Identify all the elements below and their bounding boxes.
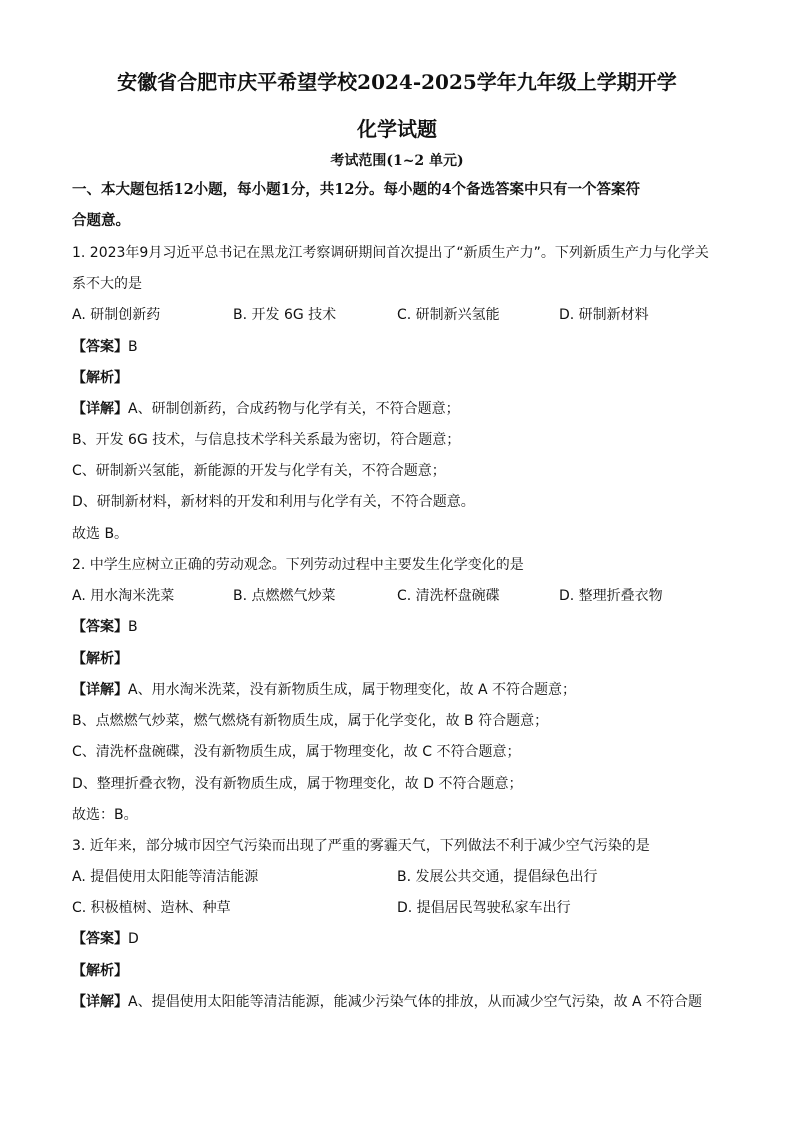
q1-detail-line4: D、研制新材料，新材料的开发和利用与化学有关，不符合题意。: [72, 494, 475, 510]
detail-tag: 【详解】: [72, 994, 128, 1010]
q1-conclusion: 故选 B。: [72, 526, 129, 542]
exam-title-line2: 化学试题: [357, 117, 437, 141]
q1-stem-line2: 系不大的是: [72, 276, 142, 292]
q3-option-d: D. 提倡居民驾驶私家车出行: [397, 900, 571, 916]
q2-detail-line4: D、整理折叠衣物，没有新物质生成，属于物理变化，故 D 不符合题意；: [72, 776, 523, 792]
q3-detail-line1: [72, 992, 702, 1012]
q3-detail-text1: A、提倡使用太阳能等清洁能源，能减少污染气体的排放，从而减少空气污染，故 A 不符合题: [128, 994, 703, 1010]
q3-answer: [72, 929, 139, 949]
q3-option-a: A. 提倡使用太阳能等清洁能源: [72, 869, 259, 885]
q3-option-b: B. 发展公共交通，提倡绿色出行: [397, 869, 598, 885]
q2-conclusion: 故选：B。: [72, 807, 138, 823]
q2-detail-text1: A、用水淘米洗菜，没有新物质生成，属于物理变化，故 A 不符合题意；: [128, 682, 577, 698]
q1-answer-value: B: [128, 339, 138, 355]
q3-answer-value: D: [128, 931, 139, 947]
q3-stem-line1: 3. 近年来，部分城市因空气污染而出现了严重的雾霾天气，下列做法不利于减少空气污染的是: [72, 838, 650, 854]
q3-analysis-tag: 【解析】: [72, 963, 128, 979]
q1-option-c: C. 研制新兴氢能: [397, 307, 500, 323]
q2-analysis-tag: 【解析】: [72, 651, 128, 667]
q2-detail-line3: C、清洗杯盘碗碟，没有新物质生成，属于物理变化，故 C 不符合题意；: [72, 744, 521, 760]
q1-answer: [72, 337, 138, 357]
section1-instruction-line1: 一、本大题包括12小题，每小题1分，共12分。每小题的4个备选答案中只有一个答案符: [72, 181, 641, 198]
section1-instruction-line2: 合题意。: [72, 212, 130, 229]
q2-option-a: A. 用水淘米洗菜: [72, 588, 175, 604]
answer-tag: 【答案】: [72, 339, 128, 355]
q1-option-d: D. 研制新材料: [559, 307, 649, 323]
q2-option-b: B. 点燃燃气炒菜: [233, 588, 336, 604]
q3-option-c: C. 积极植树、造林、种草: [72, 900, 231, 916]
q1-detail-text1: A、研制创新药，合成药物与化学有关，不符合题意；: [128, 401, 460, 417]
answer-tag: 【答案】: [72, 931, 128, 947]
q1-detail-line2: B、开发 6G 技术，与信息技术学科关系最为密切，符合题意；: [72, 432, 461, 448]
q2-detail-line1: [72, 680, 576, 700]
q1-stem-line1: 1. 2023年9月习近平总书记在黑龙江考察调研期间首次提出了“新质生产力”。下列新质生产力与化学关: [72, 245, 709, 261]
q1-option-b: B. 开发 6G 技术: [233, 307, 337, 323]
exam-title-line1: 安徽省合肥市庆平希望学校2024-2025学年九年级上学期开学: [117, 70, 677, 94]
answer-tag: 【答案】: [72, 619, 128, 635]
q2-answer-value: B: [128, 619, 138, 635]
q1-detail-line3: C、研制新兴氢能，新能源的开发与化学有关，不符合题意；: [72, 463, 446, 479]
detail-tag: 【详解】: [72, 401, 128, 417]
q1-analysis-tag: 【解析】: [72, 370, 128, 386]
q2-answer: [72, 617, 138, 637]
exam-scope: 考试范围(1~2 单元): [330, 153, 464, 169]
q1-detail-line1: [72, 399, 460, 419]
q2-option-d: D. 整理折叠衣物: [559, 588, 663, 604]
detail-tag: 【详解】: [72, 682, 128, 698]
q2-detail-line2: B、点燃燃气炒菜，燃气燃烧有新物质生成，属于化学变化，故 B 符合题意；: [72, 713, 549, 729]
q2-option-c: C. 清洗杯盘碗碟: [397, 588, 500, 604]
q2-stem-line1: 2. 中学生应树立正确的劳动观念。下列劳动过程中主要发生化学变化的是: [72, 557, 524, 573]
q1-option-a: A. 研制创新药: [72, 307, 161, 323]
